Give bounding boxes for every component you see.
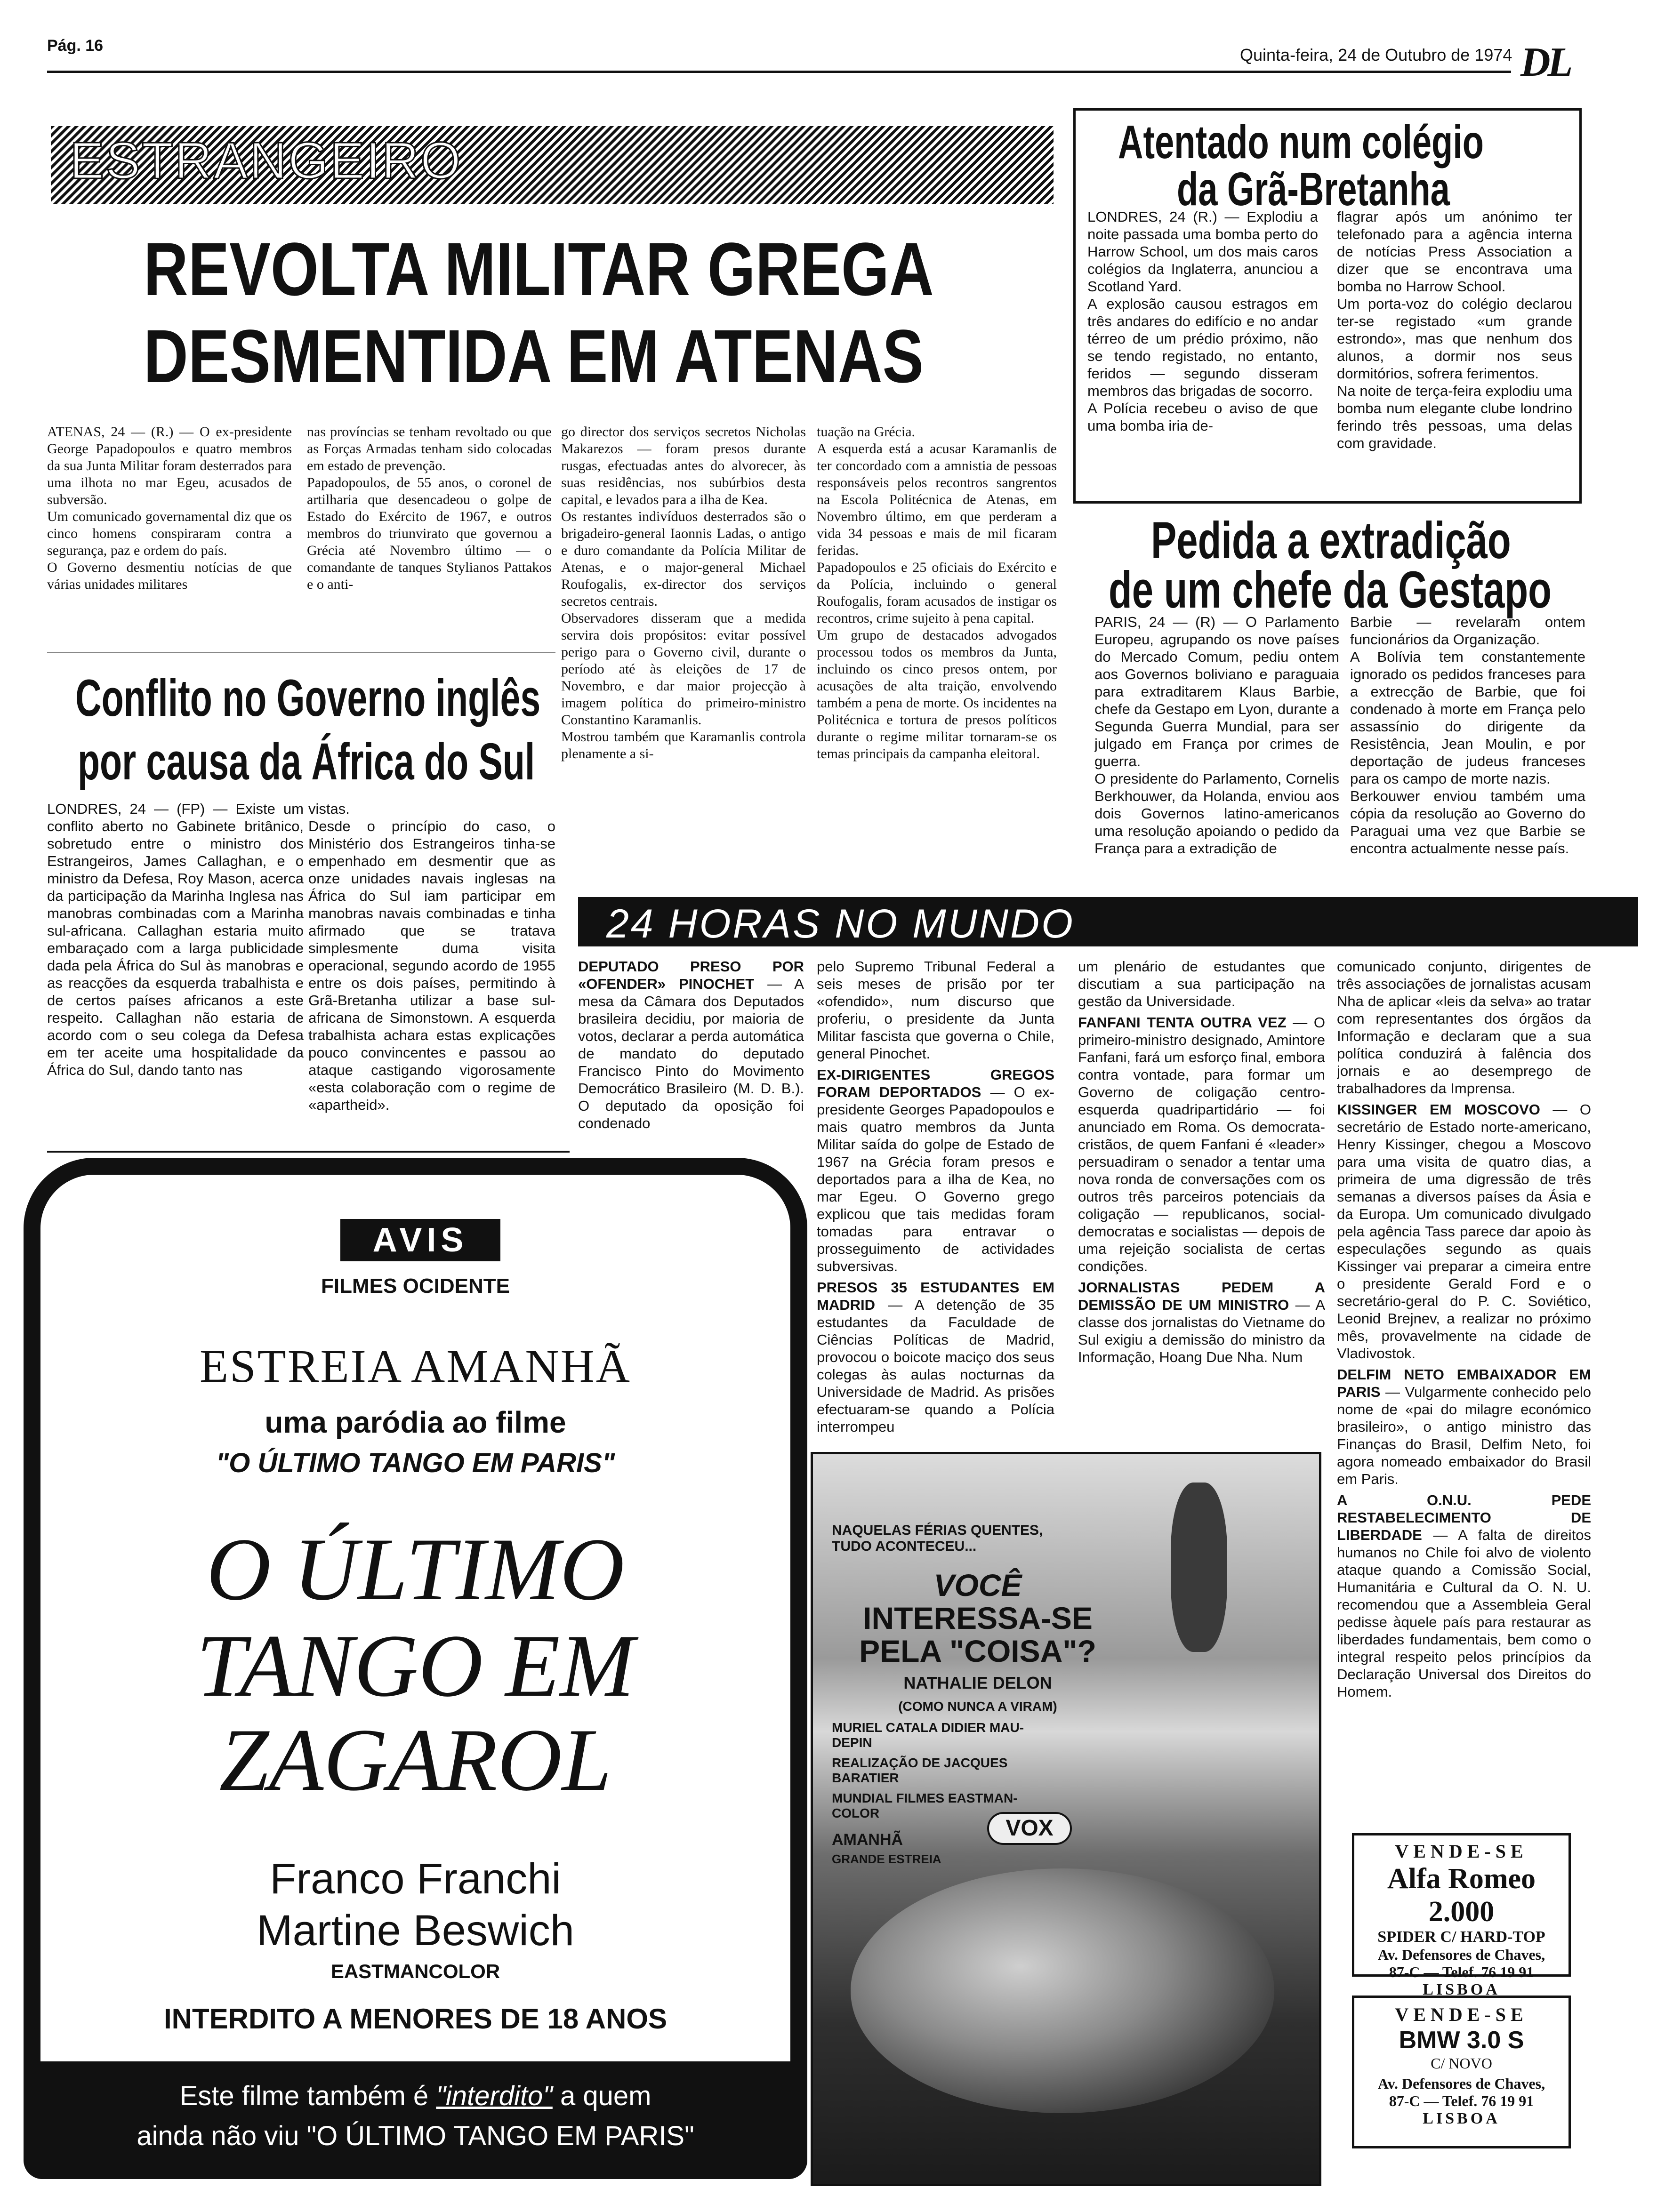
photo-ad: [811, 1452, 1321, 2186]
world-head-kissinger: KISSINGER EM MOSCOVO: [1337, 1101, 1540, 1118]
world-text-madrid: — A detenção de 35 estudantes da Faculdade de Ciências Políticas de Madrid, provocou o boicote maciço dos seus colegas às aulas nocturnas da Universidade de Madrid. As prisões efectuaram-se quando a Polícia interrompeu: [817, 1297, 1054, 1435]
photo-ad-title-line2: INTERESSA-SE: [863, 1601, 1093, 1635]
world-head-gregos: EX-DIRIGENTES GREGOS FORAM DEPORTADOS: [817, 1066, 1054, 1100]
harrow-story-col1-text: LONDRES, 24 (R.) — Explodiu a noite passada uma bomba perto do Harrow School, um dos mais caros colégios da Inglaterra, anunciou a Scotland Yard. A explosão causou estragos em três andares do edifício e no andar térreo de um prédio próximo, não se tendo registado, no entanto, feridos — segundo disseram membros das brigadas de socorro. A Polícia recebeu o aviso de que uma bomba iria de-: [1087, 208, 1318, 434]
gestapo-story-col2: [1350, 613, 1585, 886]
world-news-banner-title: 24 HORAS NO MUNDO: [606, 901, 1075, 946]
world-text-kissinger: — O secretário de Estado norte-americano, Henry Kissinger, chegou a Moscovo para uma visita de quatro dias, a primeira de uma digressão de três semanas a diversos países da Ásia e da Europa. Um comunicado divulgado pela agência Tass parece dar apoio às especulações segundo as quais Kissinger vai preparar a cimeira entre o presidente Gerald Ford e o secretário-geral do P. C. Soviético, Leonid Brejnev, a realizar no próximo mês, provavelmente na cidade de Vladivostok.: [1337, 1101, 1591, 1362]
classified-alfa-romeo: [1352, 1833, 1571, 1998]
gestapo-story-col1: [1094, 613, 1339, 886]
photo-ad-studio: MUNDIAL FILMES EASTMAN-COLOR: [832, 1791, 1018, 1820]
world-text-jornalistas: — A classe dos jornalistas do Vietname do Sul exigiu a demissão do ministro da Informação, Hoang Due Nha. Num: [1078, 1297, 1325, 1365]
film-ad-rating: INTERDITO A MENORES DE 18 ANOS: [163, 2003, 668, 2035]
world-text-onu: — A falta de direitos humanos no Chile foi alvo de violento ataque quando a Comissão Social, Humanitária e Cultural da O. N. U. recomendou que a Assembleia Geral pedisse àquele país para restaurar as liberdades fundamentais, bem como o integral respeito pelos princípios da Declaração Universal dos Direitos do Homem.: [1337, 1527, 1591, 1700]
photo-ad-title-line1: VOCÊ: [933, 1568, 1022, 1603]
film-ad-premiere: ESTREIA AMANHÃ: [199, 1340, 632, 1392]
film-ad-footer-line2: ainda não viu "O ÚLTIMO TANGO EM PARIS": [137, 2121, 694, 2151]
gestapo-headline-line1: Pedida a extradição: [1151, 512, 1511, 569]
main-headline-line2: DESMENTIDA EM ATENAS: [144, 314, 924, 398]
classified2-condition: C/ NOVO: [1431, 2055, 1492, 2072]
main-story-col3-text: go director dos serviços secretos Nicholas Makarezos — foram presos durante rusgas, efectuadas antes do alvorecer, às suas residências, nos subúrbios desta capital, e levados para a ilha de Kea. Os restantes indivíduos desterrados são o brigadeiro-general Iaonnis Ladas, o antigo e duro comandante da Polícia Militar de Atenas, e o major-general Michael Roufogalis, ex-director dos serviços secretos centrais. Observadores disseram que a medida servira dois propósitos: evitar possível perigo para o Governo civil, durante o período até às eleições de 17 de Novembro, e dar maior projecção à imagem política do primeiro-ministro Constantino Karamanlis. Mostrou também que Karamanlis controla plenamente a si-: [561, 424, 806, 761]
page-number: Pág. 16: [47, 37, 104, 55]
classified2-phone: 87-C — Telef. 76 19 91: [1389, 2092, 1534, 2109]
world-text-deputado: — A mesa da Câmara dos Deputados brasileira decidiu, por maioria de votos, declarar a perda automática de mandato do deputado Francisco Pinto do Movimento Democrático Brasileiro (M. D. B.). O deputado da oposição foi condenado: [578, 976, 804, 1131]
gestapo-story-col1-text: PARIS, 24 — (R) — O Parlamento Europeu, agrupando os nove países do Mercado Comum, pediu ontem aos Governos boliviano e paraguaia para extraditarem Klaus Barbie, chefe da Gestapo em Lyon, durante a Segunda Guerra Mundial, para ser julgado em França por crimes de guerra. O presidente do Parlamento, Cornelis Berkhouwer, da Holanda, enviou aos dois Governos latino-americanos uma resolução apoiando o pedido da França para a extradição de: [1094, 614, 1339, 857]
photo-ad-subtitle: (COMO NUNCA A VIRAM): [898, 1699, 1057, 1714]
world-head-deputado: DEPUTADO PRESO POR «OFENDER» PINOCHET: [578, 958, 804, 992]
world-col2: [817, 958, 1054, 1443]
uk-story-col1-text: LONDRES, 24 — (FP) — Existe um conflito aberto no Gabinete britânico, sobretudo entre o ministro dos Estrangeiros, James Callaghan, e o ministro da Defesa, Roy Mason, acerca da participação da Marinha Inglesa nas manobras combinadas com a Marinha sul-africana. Callaghan estaria muito embaraçado com a larga publicidade dada pela África do Sul às manobras e as reacções da esquerda trabalhista e de certos países africanos a este respeito. Callaghan não estaria de acordo com o seu colega da Defesa em ter aceite uma hospitalidade da África do Sul, dando tanto nas: [47, 801, 304, 1078]
photo-ad-star: NATHALIE DELON: [903, 1673, 1052, 1692]
section-separator: [47, 1151, 570, 1153]
photo-ad-director: REALIZAÇÃO DE JACQUES BARATIER: [832, 1755, 1008, 1785]
world-text-comunicado: comunicado conjunto, dirigentes de três associações de jornalistas acusam Nha de aplicar «leis da selva» ao tratar com representantes dos órgãos da Informação e declaram que a sua política conduzirá à falência dos jornais e ao desemprego de trabalhadores da Imprensa.: [1337, 958, 1591, 1097]
gestapo-story-col2-text: Barbie — revelaram ontem funcionários da Organização. A Bolívia tem constantemente ignorado os pedidos franceses para a extrecção de Barbie, que foi condenado à morte em França pelo assassínio do dirigente da Resistência, Jean Moulin, e por deportação de judeus franceses para os campo de morte nazis. Berkouwer enviou também uma cópia da resolução ao Governo do Paraguai uma vez que Barbie se encontra actualmente nesse país.: [1350, 614, 1585, 857]
classified2-heading: VENDE-SE: [1395, 2004, 1528, 2025]
world-text-pinochet-cont: pelo Supremo Tribunal Federal a seis meses de prisão por ter «ofendido», num discurso que proferiu, o presidente da Junta Militar fascista que governa o Chile, general Pinochet.: [817, 958, 1054, 1062]
photo-ad-title-line3: PELA "COISA"?: [859, 1634, 1096, 1668]
film-ad-colour-process: EASTMANCOLOR: [330, 1960, 500, 1982]
main-story-col2: [307, 424, 552, 645]
header-rule: [47, 71, 1511, 73]
film-ad-title-line3: ZAGAROL: [219, 1711, 612, 1810]
uk-story-col2: [308, 800, 555, 1148]
uk-headline-line2: por causa da África do Sul: [78, 733, 535, 791]
harrow-headline-line1: Atentado num colégio: [1118, 116, 1484, 168]
world-text-gregos: — O ex-presidente Georges Papadopoulos e mais quatro membros da Junta Militar saída do golpe de Estado de 1967 na Grécia foram presos e deportados para a ilha de Kea, no mar Egeu. O Governo grego explicou que tais medidas foram tomadas para entravar o prosseguimento de actividades subversivas.: [817, 1084, 1054, 1274]
classified1-heading: VENDE-SE: [1395, 1841, 1528, 1862]
film-ad-title-line1: O ÚLTIMO: [206, 1520, 625, 1619]
film-ad-brand: AVIS: [340, 1219, 500, 1261]
world-head-fanfani: FANFANI TENTA OUTRA VEZ: [1078, 1014, 1287, 1031]
column-rule: [47, 652, 555, 653]
vox-logo: VOX: [987, 1812, 1072, 1845]
main-story-col4: [817, 424, 1057, 885]
harrow-headline-line2: da Grã-Bretanha: [1177, 163, 1450, 216]
film-ad-distributor: FILMES OCIDENTE: [321, 1274, 510, 1298]
main-story-col2-text: nas províncias se tenham revoltado ou que as Forças Armadas tenham sido colocadas em estado de prevenção. Papadopoulos, de 55 anos, o coronel de artilharia que desencadeou o golpe de Estado do Exército de 1967, e outros membros do triunvirato que governou a Grécia até Novembro último — o comandante de tanques Stylianos Pattakos e o anti-: [307, 424, 552, 592]
world-text-estudantes-cont: um plenário de estudantes que discutiam a sua participação na gestão da Universidade.: [1078, 958, 1325, 1010]
date-line: Quinta-feira, 24 de Outubro de 1974: [1240, 45, 1512, 64]
classified2-car: BMW 3.0 S: [1399, 2027, 1524, 2054]
world-col3: [1078, 958, 1325, 1443]
uk-story-col2-text: vistas. Desde o princípio do caso, o Ministério dos Estrangeiros tinha-se empenhado em desmentir que as onze unidades navais inglesas na África do Sul iam participar em manobras navais combinadas e tinha afirmado que se tratava simplesmente duma visita operacional, segundo acordo de 1955 entre os dois países, permitindo à Grã-Bretanha utilizar a base sul-africana de Simonstown. A esquerda trabalhista achara estas explicações pouco convincentes e passou ao ataque castigando vigorosamente «esta colaboração com o regime de «apartheid».: [308, 801, 555, 1113]
main-story-col1-text: ATENAS, 24 — (R.) — O ex-presidente George Papadopoulos e quatro membros da sua Junta Militar foram desterrados para uma ilhota no mar Egeu, acusados de subversão. Um comunicado governamental diz que os cinco homens conspiraram contra a segurança, paz e ordem do país. O Governo desmentiu notícias de que várias unidades militares: [47, 424, 292, 592]
classified1-car: Alfa Romeo 2.000: [1387, 1863, 1536, 1928]
main-story-col1: [47, 424, 292, 645]
film-ad-footer-a: Este filme também é: [179, 2081, 436, 2111]
world-text-delfim: — Vulgarmente conhecido pelo nome de «pai do milagre económico brasileiro», o antigo ministro das Finanças do Brasil, Delfim Neto, foi agora nomeado embaixador do Brasil em Paris.: [1337, 1384, 1591, 1487]
film-ad-parody-title: "O ÚLTIMO TANGO EM PARIS": [216, 1448, 615, 1478]
photo-figure: [1171, 1483, 1227, 1652]
classified1-model: SPIDER C/ HARD-TOP: [1377, 1928, 1545, 1946]
world-head-madrid: PRESOS 35 ESTUDANTES EM MADRID: [817, 1279, 1054, 1313]
section-label: ESTRANGEIRO: [70, 132, 462, 190]
classified1-city: LISBOA: [1423, 1981, 1500, 1998]
world-head-onu: A O.N.U. PEDE RESTABELECIMENTO DE LIBERDADE: [1337, 1492, 1591, 1543]
photo-couple: [851, 1868, 1274, 2113]
photo-ad-release: AMANHÃ: [832, 1831, 903, 1849]
world-col4: [1337, 958, 1591, 1833]
main-story-col4-text: tuação na Grécia. A esquerda está a acusar Karamanlis de ter concordado com a amnistia de pessoas responsáveis pelos recontros sangrentos na Escola Politécnica de Atenas, em Novembro último, em que perderam a vida 34 pessoas e mais de mil ficaram feridas. Papadopoulos e 25 oficiais do Exército e da Polícia, incluindo o general Roufogalis, foram acusados de instigar os recontros, crime sujeito à pena capital. Um grupo de destacados advogados processou todos os membros da Junta, incluindo os cinco presos ontem, por acusações de alta traição, envolvendo também a pena de morte. Os incidentes na Politécnica e tortura de presos políticos durante o regime militar tornaram-se os temas principais da campanha eleitoral.: [817, 424, 1057, 761]
classified1-phone: 87-C — Telef. 76 19 91: [1389, 1964, 1534, 1980]
uk-headline-line1: Conflito no Governo inglês: [75, 669, 541, 727]
classified1-address: Av. Defensores de Chaves,: [1377, 1946, 1545, 1963]
harrow-story-col2: [1337, 208, 1572, 495]
classified2-address: Av. Defensores de Chaves,: [1377, 2075, 1545, 2092]
uk-story-col1: [47, 800, 304, 1148]
world-head-delfim: DELFIM NETO EMBAIXADOR EM PARIS: [1337, 1366, 1591, 1400]
classified-bmw: [1352, 1996, 1571, 2148]
main-story-col3: [561, 424, 806, 885]
classified2-city: LISBOA: [1423, 2110, 1500, 2127]
film-ad-footer-c: a quem: [552, 2081, 652, 2111]
film-ad-title-line2: TANGO EM: [196, 1617, 635, 1715]
newspaper-logo: DL: [1520, 40, 1570, 85]
film-ad-actor2: Martine Beswich: [257, 1907, 574, 1955]
section-banner: [51, 126, 1054, 204]
gestapo-headline-line2: de um chefe da Gestapo: [1109, 561, 1552, 619]
film-ad-footer-b: "interdito": [436, 2081, 553, 2111]
photo-ad-tagline: NAQUELAS FÉRIAS QUENTES, TUDO ACONTECEU...: [832, 1523, 1043, 1554]
photo-ad-cast: MURIEL CATALA DIDIER MAU-DEPIN: [832, 1720, 1024, 1750]
harrow-story-col1: [1087, 208, 1318, 495]
film-ad-footer: [40, 2061, 790, 2179]
film-ad-parody-line: uma paródia ao filme: [265, 1405, 566, 1439]
main-headline-line1: REVOLTA MILITAR GREGA: [144, 227, 934, 311]
world-head-jornalistas: JORNALISTAS PEDEM A DEMISSÃO DE UM MINISTRO: [1078, 1279, 1325, 1313]
photo-ad-release-sub: GRANDE ESTREIA: [832, 1852, 941, 1866]
film-ad-actor1: Franco Franchi: [270, 1855, 561, 1903]
world-news-banner: [578, 897, 1638, 946]
world-text-fanfani: — O primeiro-ministro designado, Amintore Fanfani, fará um esforço final, embora contra vontade, para formar um Governo de coligação centro-esquerda quadripartidário — foi anunciado em Roma. Os democrata-cristãos, de quem Fanfani é «leader» persuadiram o senador a tentar uma nova ronda de conversações com os outros três parceiros potenciais da coligação — republicanos, social-democratas e socialistas — depois de uma rejeição socialista de certas condições.: [1078, 1014, 1325, 1274]
harrow-story-col2-text: flagrar após um anónimo ter telefonado para a agência interna de notícias Press Association a dizer que se encontrava uma bomba no Harrow School. Um porta-voz do colégio declarou ter-se registado «um grande estrondo», mas que nenhum dos alunos, a dormir nos seus dormitórios, sofrera ferimentos. Na noite de terça-feira explodiu uma bomba num elegante clube londrino ferindo três pessoas, uma delas com gravidade.: [1337, 208, 1572, 451]
film-ad-footer-line1: [40, 2080, 790, 2112]
